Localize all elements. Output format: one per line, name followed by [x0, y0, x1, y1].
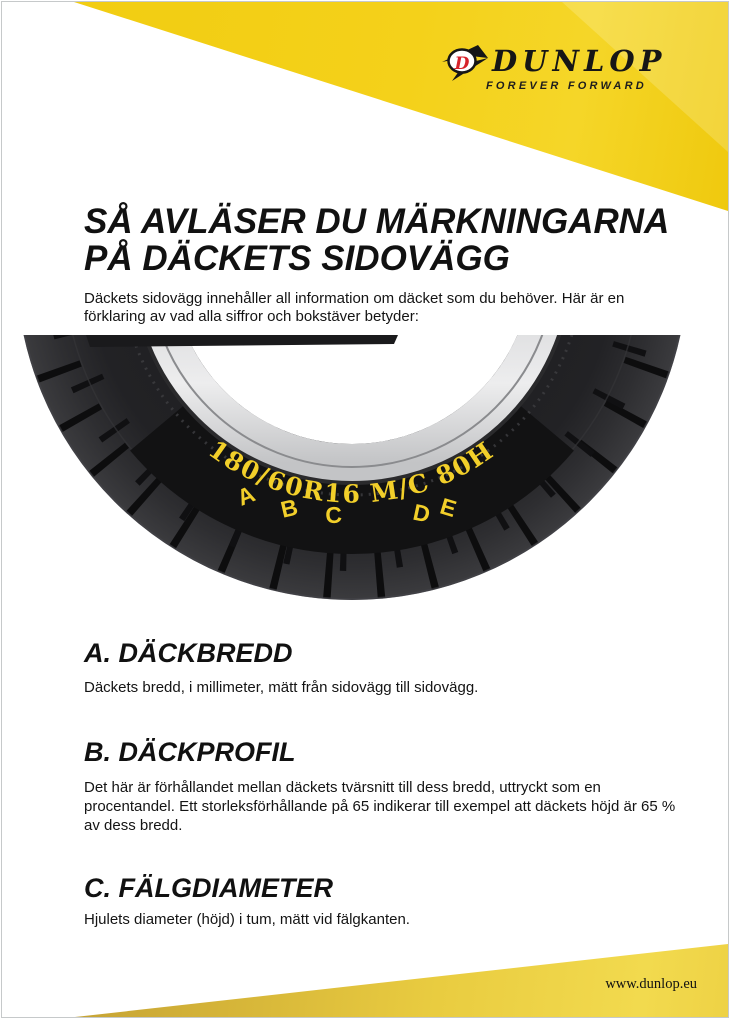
section-c-heading: C. FÄLGDIAMETER — [84, 873, 333, 903]
tire-label-e: E — [437, 492, 460, 523]
brand-tagline: FOREVER FORWARD — [486, 80, 647, 92]
page-title — [84, 203, 684, 277]
section-b-heading: B. DÄCKPROFIL — [84, 737, 296, 767]
page — [1, 1, 729, 1018]
tire-image — [2, 335, 729, 607]
emblem-letter: D — [454, 54, 470, 74]
tire-label-c: C — [324, 501, 343, 529]
tire-figure-svg — [2, 335, 729, 607]
section-b-body: Det här är förhållandet mellan däckets tvärsnitt till dess bredd, uttryckt som en procentandel. Ett storleksförhållande på 65 indikerar till exempel att däckets höjd är 65 % av dess bredd. — [84, 779, 676, 835]
tire-label-d: D — [410, 498, 433, 528]
dunlop-logo — [440, 40, 700, 96]
header-sheen — [2, 2, 728, 212]
section-a-body: Däckets bredd, i millimeter, mätt från sidovägg till sidovägg. — [84, 679, 479, 696]
footer-url-link[interactable]: www.dunlop.eu — [605, 976, 697, 992]
page-title-line1: SÅ AVLÄSER DU MÄRKNINGARNA — [84, 202, 670, 241]
tire-label-b: B — [278, 493, 301, 523]
dunlop-flying-d-icon — [440, 43, 490, 83]
tire-marking-text: 180/60R16 M/C 80H — [203, 434, 500, 509]
section-c-body: Hjulets diameter (höjd) i tum, mätt vid fälgkanten. — [84, 911, 410, 928]
section-a-heading: A. DÄCKBREDD — [84, 638, 293, 668]
tire-label-a: A — [233, 480, 259, 511]
intro-paragraph: Däckets sidovägg innehåller all information om däcket som du behöver. Här är en förklaring av vad alla siffror och bokstäver betyder: — [84, 290, 625, 326]
brand-wordmark: DUNLOP — [492, 44, 667, 78]
page-title-line2: PÅ DÄCKETS SIDOVÄGG — [84, 239, 510, 279]
header-yellow-banner — [2, 2, 728, 212]
